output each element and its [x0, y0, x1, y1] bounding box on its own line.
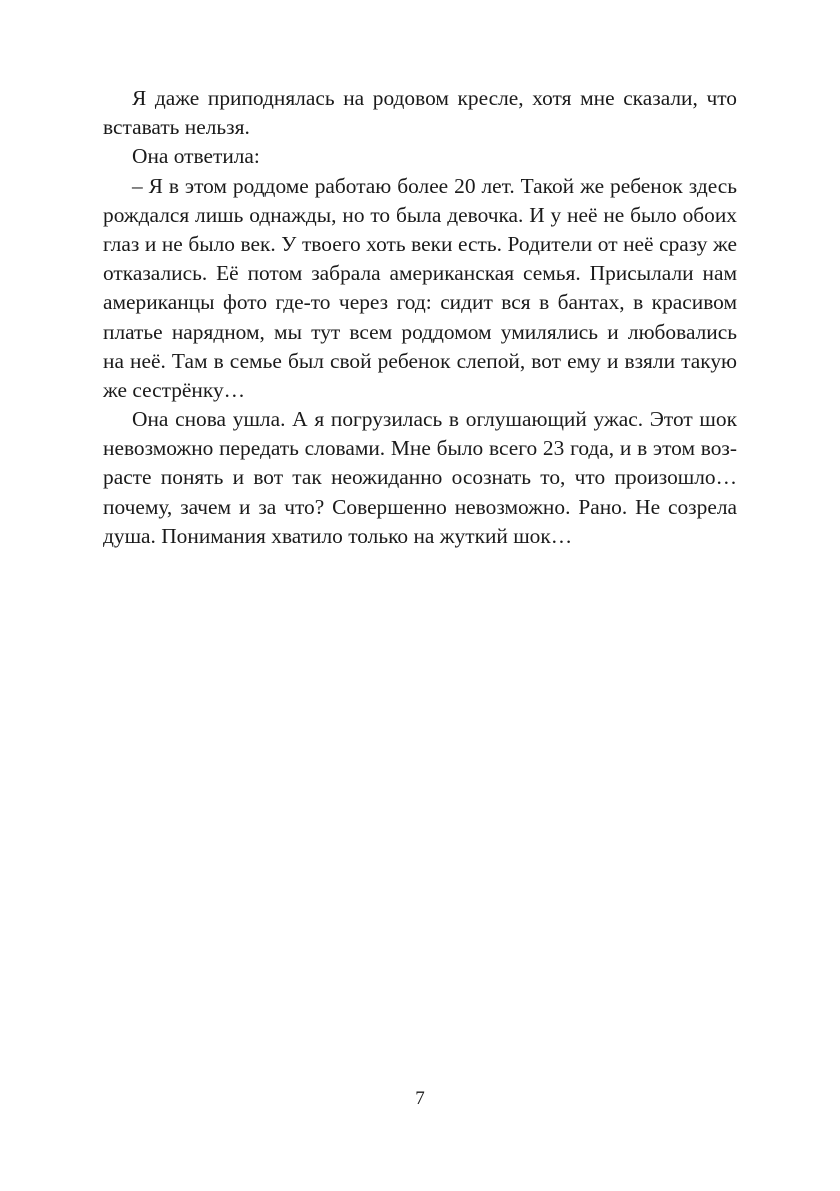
text-line: же сестрёнку…: [103, 377, 246, 402]
text-line: отказались. Её потом забрала американская семья. Присылали нам: [103, 261, 737, 286]
text-line: Она ответила:: [132, 144, 260, 169]
text-line: вставать нельзя.: [103, 115, 250, 140]
text-line: Она снова ушла. А я погрузилась в оглушающий ужас. Этот шок: [132, 407, 737, 432]
body-text: [103, 84, 737, 551]
text-line: платье нарядном, мы тут всем роддомом умилялись и любовались: [103, 319, 737, 344]
text-line: на неё. Там в семье был свой ребенок слепой, вот ему и взяли такую: [103, 348, 737, 373]
page-number: 7: [415, 1088, 425, 1109]
text-line: душа. Понимания хватило только на жуткий шок…: [103, 523, 573, 548]
text-line: почему, зачем и за что? Совершенно невозможно. Рано. Не созрела: [103, 494, 737, 519]
text-line: расте понять и вот так неожиданно осознать то, что произошло…: [103, 465, 737, 490]
text-line: Я даже приподнялась на родовом кресле, хотя мне сказали, что: [132, 86, 737, 110]
text-line: рождался лишь однажды, но то была девочка. И у неё не было обоих: [103, 202, 737, 227]
text-line: американцы фото где-то через год: сидит вся в бантах, в красивом: [103, 290, 737, 315]
text-line: невозможно передать словами. Мне было всего 23 года, и в этом воз-: [103, 436, 737, 461]
text-line: глаз и не было век. У твоего хоть веки есть. Родители от неё сразу же: [103, 231, 737, 256]
text-line: – Я в этом роддоме работаю более 20 лет. Такой же ребенок здесь: [132, 173, 737, 198]
